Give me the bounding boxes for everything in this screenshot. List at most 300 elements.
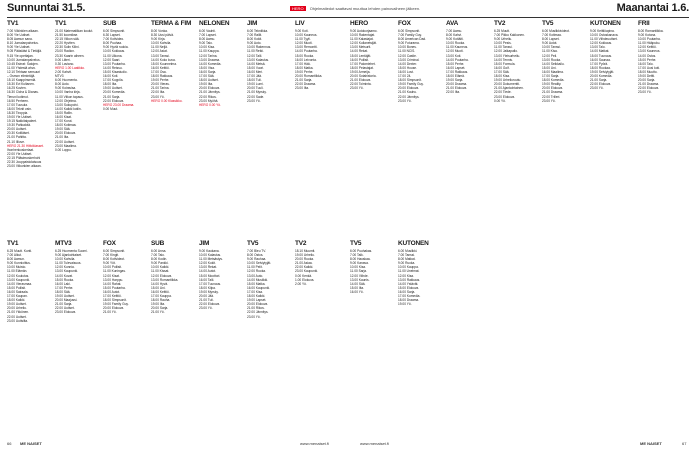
- program-entry: 17.00 Kuppila.: [103, 78, 124, 83]
- listing-column: [446, 20, 494, 235]
- program-entry: 7.00 Lapset.: [199, 33, 217, 38]
- program-entry: 22.15 Viikon sää.: [55, 37, 80, 42]
- program-entry: 17.00 Pyörä.: [590, 61, 609, 66]
- program-entry: 8.00 Kahvi.: [446, 33, 462, 38]
- program-entry: 7.00 Rallit.: [247, 33, 263, 38]
- program-entry: 21.00 Sarja.: [55, 302, 73, 307]
- program-entry: 8.00 Romantiikka.: [638, 29, 664, 33]
- channel-heading: FRII: [638, 20, 650, 27]
- program-entry: 17.00 Uusi koti.: [638, 65, 660, 70]
- program-entry: 18.00 Ruokaa.: [590, 65, 611, 70]
- program-entry: Tieruni kotimut.: [7, 94, 29, 99]
- program-entry: 22.15 Pitäsimoskerhohi: [7, 155, 41, 160]
- program-entry: 23.00 Yö.: [151, 94, 165, 99]
- channel-heading: NELONEN: [199, 20, 230, 27]
- program-entry: 0.00 Muut.: [103, 106, 119, 111]
- listing-column: [398, 20, 446, 235]
- program-entry: 21.00 Myrsky.: [247, 90, 267, 95]
- program-entry: 17.00 Kisa.: [247, 289, 263, 294]
- program-entry: 18.00 Kilpa.: [199, 285, 216, 290]
- program-entry: 22.00 Elokuva.: [103, 98, 125, 103]
- program-entry: 19.00 Yle Uutiset.: [7, 114, 33, 119]
- program-entry: 16.00 Meri.: [247, 69, 263, 74]
- program-entry: 13.00 Kaupunki.: [55, 269, 79, 274]
- program-entry: 22.00 Elokuva.: [638, 86, 660, 91]
- program-entry: 0.00 Yö.: [494, 98, 506, 103]
- program-entry: 16.00 Poliisit.: [350, 57, 369, 62]
- program-entry: 18.10 Muumit.: [295, 249, 316, 253]
- listing-column: [55, 240, 103, 432]
- program-entry: 17.00 Rakkaus.: [446, 69, 469, 74]
- program-entry: 0.30 Laviano.: [55, 61, 75, 66]
- program-entry: 14.00 Rekat.: [350, 49, 369, 54]
- program-entry: 16.00 Laki.: [55, 281, 71, 286]
- program-entry: 8.00 Yle Uutiset.: [7, 33, 31, 38]
- program-entry: 22.00 Uutiset.: [55, 306, 75, 311]
- program-entry: 10.00 Jumalanpalvelus.: [7, 57, 41, 62]
- program-entry: 19.00 Urheilu.: [295, 253, 315, 258]
- program-entry: 21.00 Kauhu.: [398, 90, 417, 95]
- program-entry: 10.00 Kisa.: [199, 45, 215, 50]
- program-entry: 10.00 Kokkaus.: [103, 49, 125, 54]
- program-entry: 18.00 Elämä.: [446, 74, 465, 79]
- program-entry: 12.00 Kullanetsijät.: [350, 41, 377, 46]
- program-entry: 8.30 Uusi päivä.: [151, 33, 174, 38]
- program-entry: 9.00 Rauhaa.: [247, 257, 267, 262]
- program-entry: 11.00 Kisa.: [542, 49, 558, 54]
- program-entry: 8.00 American Dad.: [398, 37, 426, 42]
- listing-column: [638, 20, 686, 235]
- program-entry: 12.00 Peli.: [542, 53, 558, 58]
- program-entry: 8.00 Aamun.: [7, 257, 25, 262]
- header: [0, 0, 696, 18]
- program-entry: 20.00 Elokuva.: [103, 306, 125, 311]
- program-entry: 7.00 Tanssi.: [398, 253, 415, 258]
- program-entry: 9.00 Kirja.: [151, 37, 166, 42]
- program-entry: 13.00 Ruoka.: [542, 57, 561, 62]
- program-entry: 23.00 Yö.: [542, 98, 556, 103]
- program-entry: 15.00 Kuunnelma.: [151, 61, 177, 66]
- program-entry: 19.00 Myrsky.: [199, 289, 219, 294]
- program-entry: 8.00 Auto.: [55, 82, 70, 87]
- program-entry: 15.00 Kisastudio.: [103, 69, 128, 74]
- program-entry: 20.00 Draama.: [446, 82, 468, 87]
- program-entry: 8.00 Aamu.: [199, 37, 216, 42]
- listing-column: [151, 240, 199, 432]
- program-entry: 22.00 Yle Uutiset.: [7, 151, 33, 156]
- program-entry: 23.30 Kaarin aiheen.: [55, 53, 85, 58]
- program-entry: 20.00 Elokuva.: [199, 86, 221, 91]
- program-entry: 16.00 Autot.: [103, 289, 121, 294]
- program-entry: 18.00 Rakkaus.: [151, 74, 174, 79]
- program-entry: 11.00 Metsästys.: [199, 257, 223, 262]
- program-entry: 8.00 Kokit.: [247, 37, 263, 42]
- program-entry: 16.00 Kisat.: [55, 114, 72, 119]
- program-entry: 8.00 Kotivideot.: [103, 257, 125, 262]
- program-entry: 22.00 Trilleri.: [542, 94, 561, 99]
- program-entry: 16.00 Yö.: [350, 289, 364, 294]
- program-entry: 13.00 Puutarha.: [103, 61, 126, 66]
- program-entry: 13.00 Kaunis.: [350, 277, 370, 282]
- program-entry: 14.00 Vierasmaa.: [7, 281, 32, 286]
- channel-heading: TV5: [350, 240, 362, 247]
- program-entry: 15.00 Puutarha.: [103, 285, 126, 290]
- program-entry: 21.00 Elokuva.: [350, 78, 372, 83]
- program-entry: 21.50 koomikse.: [55, 33, 79, 38]
- listing-column: [590, 20, 638, 235]
- program-entry: 18.00 Pelastajat.: [350, 65, 374, 70]
- program-entry: 22.00 Tiede.: [494, 90, 512, 95]
- program-entry: 14.00 Seikkailu.: [542, 61, 565, 66]
- program-entry: 21.00 Sarja.: [590, 78, 608, 83]
- program-entry: 7.00 Kotimaa.: [542, 33, 562, 38]
- program-entry: 17.00 Keittiö.: [103, 294, 122, 299]
- program-entry: 6.00 Musiikki.: [398, 249, 418, 253]
- program-entry: 14.00 Autot.: [199, 269, 217, 274]
- listing-column: [7, 240, 55, 432]
- channel-heading: TERMA & FIM: [151, 20, 192, 27]
- program-entry: 8.05 Aamun sana.: [7, 37, 33, 42]
- program-entry: 12.00 Kuulutus.: [7, 273, 30, 278]
- program-entry: 11.00 Kauneus.: [446, 45, 469, 50]
- program-entry: 20.00 Sarja.: [638, 78, 656, 83]
- hero-badge: HERO: [292, 6, 304, 11]
- program-entry: HERO 23.00 Draama.: [103, 102, 135, 107]
- program-entry: 13.00 Criminal.: [398, 57, 420, 62]
- program-entry: 12.00 Kunnia.: [55, 265, 75, 270]
- program-entry: 11.00 Unelmat.: [398, 269, 420, 274]
- program-entry: 11.00 Kissat.: [151, 269, 170, 274]
- channel-heading: JIM: [199, 240, 210, 247]
- url-left: www.menaiset.fi: [300, 441, 329, 446]
- program-entry: 14.00 Metsä.: [247, 61, 266, 66]
- program-entry: 11.00 Sarja.: [350, 269, 367, 274]
- program-entry: 19.00 Reality.: [542, 82, 562, 87]
- program-entry: 7.00 Kotivideo.: [103, 37, 125, 42]
- listing-column: [350, 20, 398, 235]
- program-entry: 13.00 Metsurit.: [350, 45, 372, 50]
- program-entry: 10.00 Selviytyjät.: [247, 261, 272, 266]
- program-entry: 13.00 Kauneus.: [638, 49, 661, 54]
- program-entry: 22.00 Jännitys.: [398, 94, 420, 99]
- program-entry: 22.00 Jännitys.: [247, 310, 269, 315]
- program-entry: 18.00 Muutto.: [638, 69, 658, 74]
- program-entry: 23.00 Viikunkien aikaan.: [7, 164, 42, 169]
- program-entry: 14.00 Sää.: [350, 281, 366, 286]
- program-entry: 15.30 Evi Kultanen.: [7, 82, 35, 87]
- program-entry: 21.00 Ajankohtainen.: [494, 86, 524, 91]
- program-entry: 11.00 Kauppa.: [199, 49, 220, 54]
- program-entry: 10.00 Kahvila.: [151, 41, 172, 46]
- program-entry: 16.00 Sairaala.: [7, 289, 29, 294]
- program-entry: 10.00 Vanha kirja.: [55, 90, 81, 95]
- program-entry: 18.30 Tiroppia.: [7, 110, 29, 115]
- program-entry: 21.00 Pahitta.: [7, 135, 27, 140]
- program-entry: 16.00 Keittiö.: [151, 289, 170, 294]
- program-entry: 10.00 Puutarha.: [638, 37, 661, 42]
- program-entry: 18.00 Matka.: [295, 65, 314, 70]
- program-entry: 18.00 Rauha.: [151, 298, 171, 303]
- program-entry: 16.00 Talli.: [199, 277, 215, 282]
- program-entry: 20.00 Elokuva.: [55, 131, 77, 136]
- program-entry: 18.00 Kisa.: [494, 74, 510, 79]
- program-entry: 13.00 Sukupolvi.: [55, 102, 79, 107]
- program-entry: 12.00 Muoti.: [446, 49, 464, 54]
- program-entry: 7.00 Alkut.: [7, 253, 22, 258]
- program-entry: 8.00 Matkat.: [398, 257, 416, 262]
- program-entry: 19.00 Lapset.: [247, 298, 267, 303]
- program-entry: 12.00 Talli.: [247, 53, 263, 58]
- program-entry: 6.00 Simpsonit.: [103, 249, 125, 253]
- program-entry: 20.00 Jää.: [199, 294, 214, 299]
- program-entry: 8.00 Ostos.: [247, 253, 264, 258]
- program-entry: 22.00 Ilta.: [446, 90, 460, 95]
- program-entry: 9.00 Autokorjaamo.: [350, 29, 378, 33]
- program-entry: 2.00 Yö.: [295, 281, 307, 286]
- program-entry: 17.00 Jää.: [247, 74, 262, 79]
- channel-heading: FOX: [103, 240, 116, 247]
- program-entry: 10.00 Kauneus.: [295, 33, 318, 38]
- brand-left: ME NAISET: [20, 441, 42, 446]
- program-entry: MTV3: [55, 74, 64, 79]
- program-entry: 20.00 Romantiikka.: [295, 74, 323, 79]
- program-entry: 21.00 Jännitys.: [199, 90, 221, 95]
- program-entry: 0.00 Kenkä.: [295, 273, 313, 278]
- program-entry: 11.00 Retki.: [247, 49, 264, 54]
- program-entry: – Osmon elimintäjä.: [7, 74, 36, 79]
- program-entry: 10.00 Bones.: [398, 45, 417, 50]
- listing-column: [199, 20, 247, 235]
- program-entry: 21.00 Sarja.: [103, 94, 121, 99]
- program-entry: 6.25 Muutt.: [494, 29, 510, 33]
- left-page-title: Sunnuntai 31.5.: [7, 2, 86, 14]
- program-entry: 7.00 Bleu TV.: [247, 249, 266, 253]
- program-entry: 14.00 Dexter.: [398, 61, 417, 66]
- program-entry: 8.00 Vonka.: [151, 29, 168, 33]
- program-entry: 11.00 Tulevaisuus.: [55, 261, 82, 266]
- program-entry: 15.00 Visa.: [199, 65, 215, 70]
- program-entry: 18.00 Ilta.: [103, 82, 117, 87]
- program-entry: 20.00 Komedia.: [103, 90, 126, 95]
- program-entry: 10.00 Kaikki.: [151, 265, 170, 270]
- program-entry: 19.00 Uutiset.: [55, 294, 75, 299]
- listing-column: [55, 20, 103, 235]
- program-entry: 22.20 Hyviten.: [55, 41, 76, 46]
- program-entry: 16.00 Golf.: [494, 65, 510, 70]
- program-entry: 9.00 Yöt.: [103, 261, 116, 266]
- program-entry: 18.00 Sää.: [55, 289, 71, 294]
- program-entry: 20.00 Elokuva.: [398, 86, 420, 91]
- program-entry: 9.00 Kotona.: [638, 33, 657, 38]
- program-entry: 21.00 Tuli.: [199, 298, 214, 303]
- program-entry: 23.00 Elokuva.: [55, 310, 77, 315]
- program-entry: 16.00 Keittiö.: [151, 65, 170, 70]
- program-entry: 6.25 Muutt. Kunti.: [7, 249, 32, 253]
- program-entry: 9.00 Kunnioittus.: [7, 261, 31, 266]
- program-entry: 8.00 Puuhaa.: [103, 41, 122, 46]
- program-entry: 16.00 Koti.: [103, 74, 119, 79]
- listing-column: [350, 240, 398, 432]
- program-entry: 17.00 24.: [398, 74, 412, 79]
- program-entry: 21.00 Ykkönen.: [7, 310, 30, 315]
- program-entry: 12.10 Tehtaan sensuuri: [7, 69, 41, 74]
- program-entry: 8.00 Hauskaa.: [350, 257, 371, 262]
- program-entry: 18.00 Kaikki.: [7, 298, 26, 303]
- program-entry: 23.00 Yö.: [199, 306, 213, 311]
- program-entry: 15.00 Vuori.: [247, 65, 265, 70]
- program-entry: 6.00 Puuhakas.: [350, 249, 373, 253]
- program-entry: 9.00 Ruoka.: [398, 261, 416, 266]
- program-entry: 22.00 Elokuva.: [590, 82, 612, 87]
- program-entry: 21.00 Yö.: [151, 310, 165, 315]
- program-entry: 17.00 Sarja.: [542, 74, 560, 79]
- program-entry: 23.00 Maailma.: [55, 143, 77, 148]
- program-entry: 14.00 Koko kuva.: [151, 57, 176, 62]
- program-entry: 19.00 Perhe.: [151, 78, 170, 83]
- program-entry: 18.00 Tuli.: [247, 78, 262, 83]
- program-entry: 15.00 Perhe.: [446, 61, 465, 66]
- url-right: www.menaiset.fi: [360, 441, 389, 446]
- program-entry: 15.00 Ruoka.: [55, 277, 74, 282]
- program-entry: 17.00 Tuusula.: [7, 102, 28, 107]
- program-entry: 20.00 Ruoka.: [295, 257, 314, 262]
- program-entry: 19.00 Sarja.: [446, 78, 464, 83]
- right-page-title: Maanantai 1.6.: [616, 2, 689, 14]
- program-entry: 6.00 Anna.: [151, 249, 167, 253]
- program-entry: 12.00 Elokuva.: [151, 273, 173, 278]
- program-entry: 23.00 Uutisilta.: [7, 318, 29, 323]
- program-entry: 2.00 Kahvit.: [55, 69, 72, 74]
- program-entry: 13.00 Remontti.: [295, 45, 318, 50]
- program-entry: 21.00 Elokuva.: [446, 86, 468, 91]
- program-entry: 15.00 Ruoka.: [295, 53, 314, 58]
- program-entry: 13.00 Kaupunki.: [7, 277, 31, 282]
- program-entry: 6.00 Vauhti.: [199, 29, 216, 33]
- program-entry: 11.00 Yhdestä ahvo.: [7, 65, 36, 70]
- listing-column: [103, 240, 151, 432]
- program-entry: 15.00 Formula.: [494, 61, 516, 66]
- header-tagline-group: [290, 6, 420, 11]
- program-entry: 22.00 Ilta.: [151, 90, 165, 95]
- program-entry: 12.00 Keittiö.: [638, 45, 657, 50]
- program-entry: 21.00 Draama.: [638, 82, 660, 87]
- program-entry: 14.00 Puutarha.: [295, 49, 318, 54]
- listing-column: [103, 20, 151, 235]
- program-entry: 19.00 Sää.: [55, 127, 71, 132]
- program-entry: 17.00 Tuunaus.: [199, 281, 221, 286]
- program-entry: 20.00 Maajussi.: [55, 298, 78, 303]
- program-entry: 19.00 Ilta.: [199, 82, 213, 87]
- program-entry: 13.00 Tanssi.: [151, 53, 170, 58]
- program-entry: 9.00 Kaukana.: [199, 249, 220, 253]
- program-entry: 22.00 Uutiset.: [7, 314, 27, 319]
- program-entry: 18.00 Kaikki.: [247, 294, 266, 299]
- program-entry: 10.00 Rakentajat.: [350, 33, 375, 38]
- program-entry: 11.00 Kuningas.: [103, 269, 126, 274]
- page-number-left: 66: [7, 441, 12, 446]
- program-entry: 17.00 Sää.: [494, 69, 510, 74]
- program-entry: 17.00 Kaupan.: [7, 294, 28, 299]
- footer: [0, 438, 696, 450]
- program-entry: 9.00 Keittiöapina.: [590, 29, 615, 33]
- program-entry: 20.00 Elokuva.: [542, 86, 564, 91]
- program-entry: 8.10 Jumalanpalvelus.: [7, 41, 39, 46]
- program-entry: 9.00 Hyviä ruokia.: [103, 45, 129, 50]
- program-entry: 15.00 House.: [398, 65, 417, 70]
- program-entry: 10.00 Ruoka.: [446, 41, 465, 46]
- program-entry: 11.00 Pelit.: [247, 265, 263, 270]
- program-entry: 18.00 Simpsonit.: [103, 298, 127, 303]
- program-entry: 23.00 Yö.: [590, 86, 604, 91]
- channel-heading: FOX: [398, 20, 411, 27]
- program-entry: 19.00 Deitti.: [638, 74, 656, 79]
- program-entry: 11.00 Tanssi.: [494, 45, 513, 50]
- program-entry: 10.00 Tanssi.: [542, 45, 561, 50]
- program-entry: 15.00 Poliisit.: [7, 285, 26, 290]
- program-entry: 14.00 Hyvä.: [151, 281, 169, 286]
- program-entry: 19.00 Uutiset.: [103, 86, 123, 91]
- program-entry: 19.00 Family Guy.: [398, 82, 424, 87]
- listing-column: [7, 20, 55, 235]
- channel-heading: JIM: [247, 20, 258, 27]
- program-entry: 12.00 Saari.: [103, 57, 121, 62]
- program-entry: 21.00 Ilta.: [55, 135, 69, 140]
- channel-heading: SUB: [151, 240, 165, 247]
- channel-heading: TV1: [7, 20, 19, 27]
- program-entry: 7.00 Aamu.: [446, 29, 463, 33]
- program-entry: 17.00 Kauppa.: [151, 294, 172, 299]
- program-entry: 7.00 Family Guy.: [398, 33, 422, 38]
- program-entry: 11.00 Viikon tapaus.: [55, 94, 84, 99]
- program-entry: 13.00 Harppu.: [103, 277, 124, 282]
- program-entry: 17.00 Korut.: [55, 119, 73, 124]
- channel-heading: KUTONEN: [590, 20, 621, 27]
- program-entry: 20.00 Sarja.: [151, 306, 169, 311]
- program-entry: 10.00 Kauppa.: [398, 265, 419, 270]
- program-entry: 23.00 Ilta.: [295, 86, 309, 91]
- program-entry: 12.00 Tarina.: [199, 53, 218, 58]
- program-entry: 22.30 Jouppaistolaisuus: [7, 160, 42, 164]
- program-entry: 19.00 Lumi.: [247, 82, 264, 87]
- program-entry: 6.00 Huomenta.: [55, 78, 78, 83]
- channel-heading: KUTONEN: [398, 240, 429, 247]
- channel-heading: TV5: [542, 20, 554, 27]
- program-entry: 16.00 Talo.: [638, 61, 654, 66]
- program-entry: 20.00 Komedia.: [590, 74, 613, 79]
- program-entry: 18.00 Kotimaa.: [55, 123, 77, 128]
- program-entry: 8.00 Lapset.: [542, 37, 560, 42]
- program-entry: 21.00 Sarja.: [295, 78, 313, 83]
- program-entry: 7.00 Viikinkien aikaan.: [7, 29, 39, 33]
- program-entry: 10.00 Muisto.: [7, 265, 27, 270]
- program-entry: 15.00 Rallin.: [55, 110, 73, 115]
- program-entry: 9.00 Futurama.: [398, 41, 420, 46]
- program-entry: 19.30 Pahkalotä.: [7, 123, 31, 128]
- program-entry: 20.00 Vieras.: [151, 82, 170, 87]
- program-entry: 15.00 Tuunaus.: [590, 53, 612, 58]
- program-entry: 21.00 Tarina.: [151, 86, 170, 91]
- program-entry: 7.00 Pikku Kakkonen.: [494, 33, 525, 38]
- program-entry: 14.00 Kuvat.: [55, 273, 73, 278]
- listing-column: [199, 240, 247, 432]
- program-entry: 9.00 Koiravisa.: [55, 86, 77, 91]
- program-entry: 12.00 Kokkaus.: [590, 41, 612, 46]
- program-entry: 9.00 Koti.: [295, 29, 309, 33]
- listing-column: [247, 240, 295, 432]
- program-entry: 13.00 Yleisurheilu.: [494, 53, 521, 58]
- program-entry: 12.00 Ohjelma.: [55, 98, 77, 103]
- program-entry: 19.15 Nakkitaipaleet.: [7, 119, 37, 124]
